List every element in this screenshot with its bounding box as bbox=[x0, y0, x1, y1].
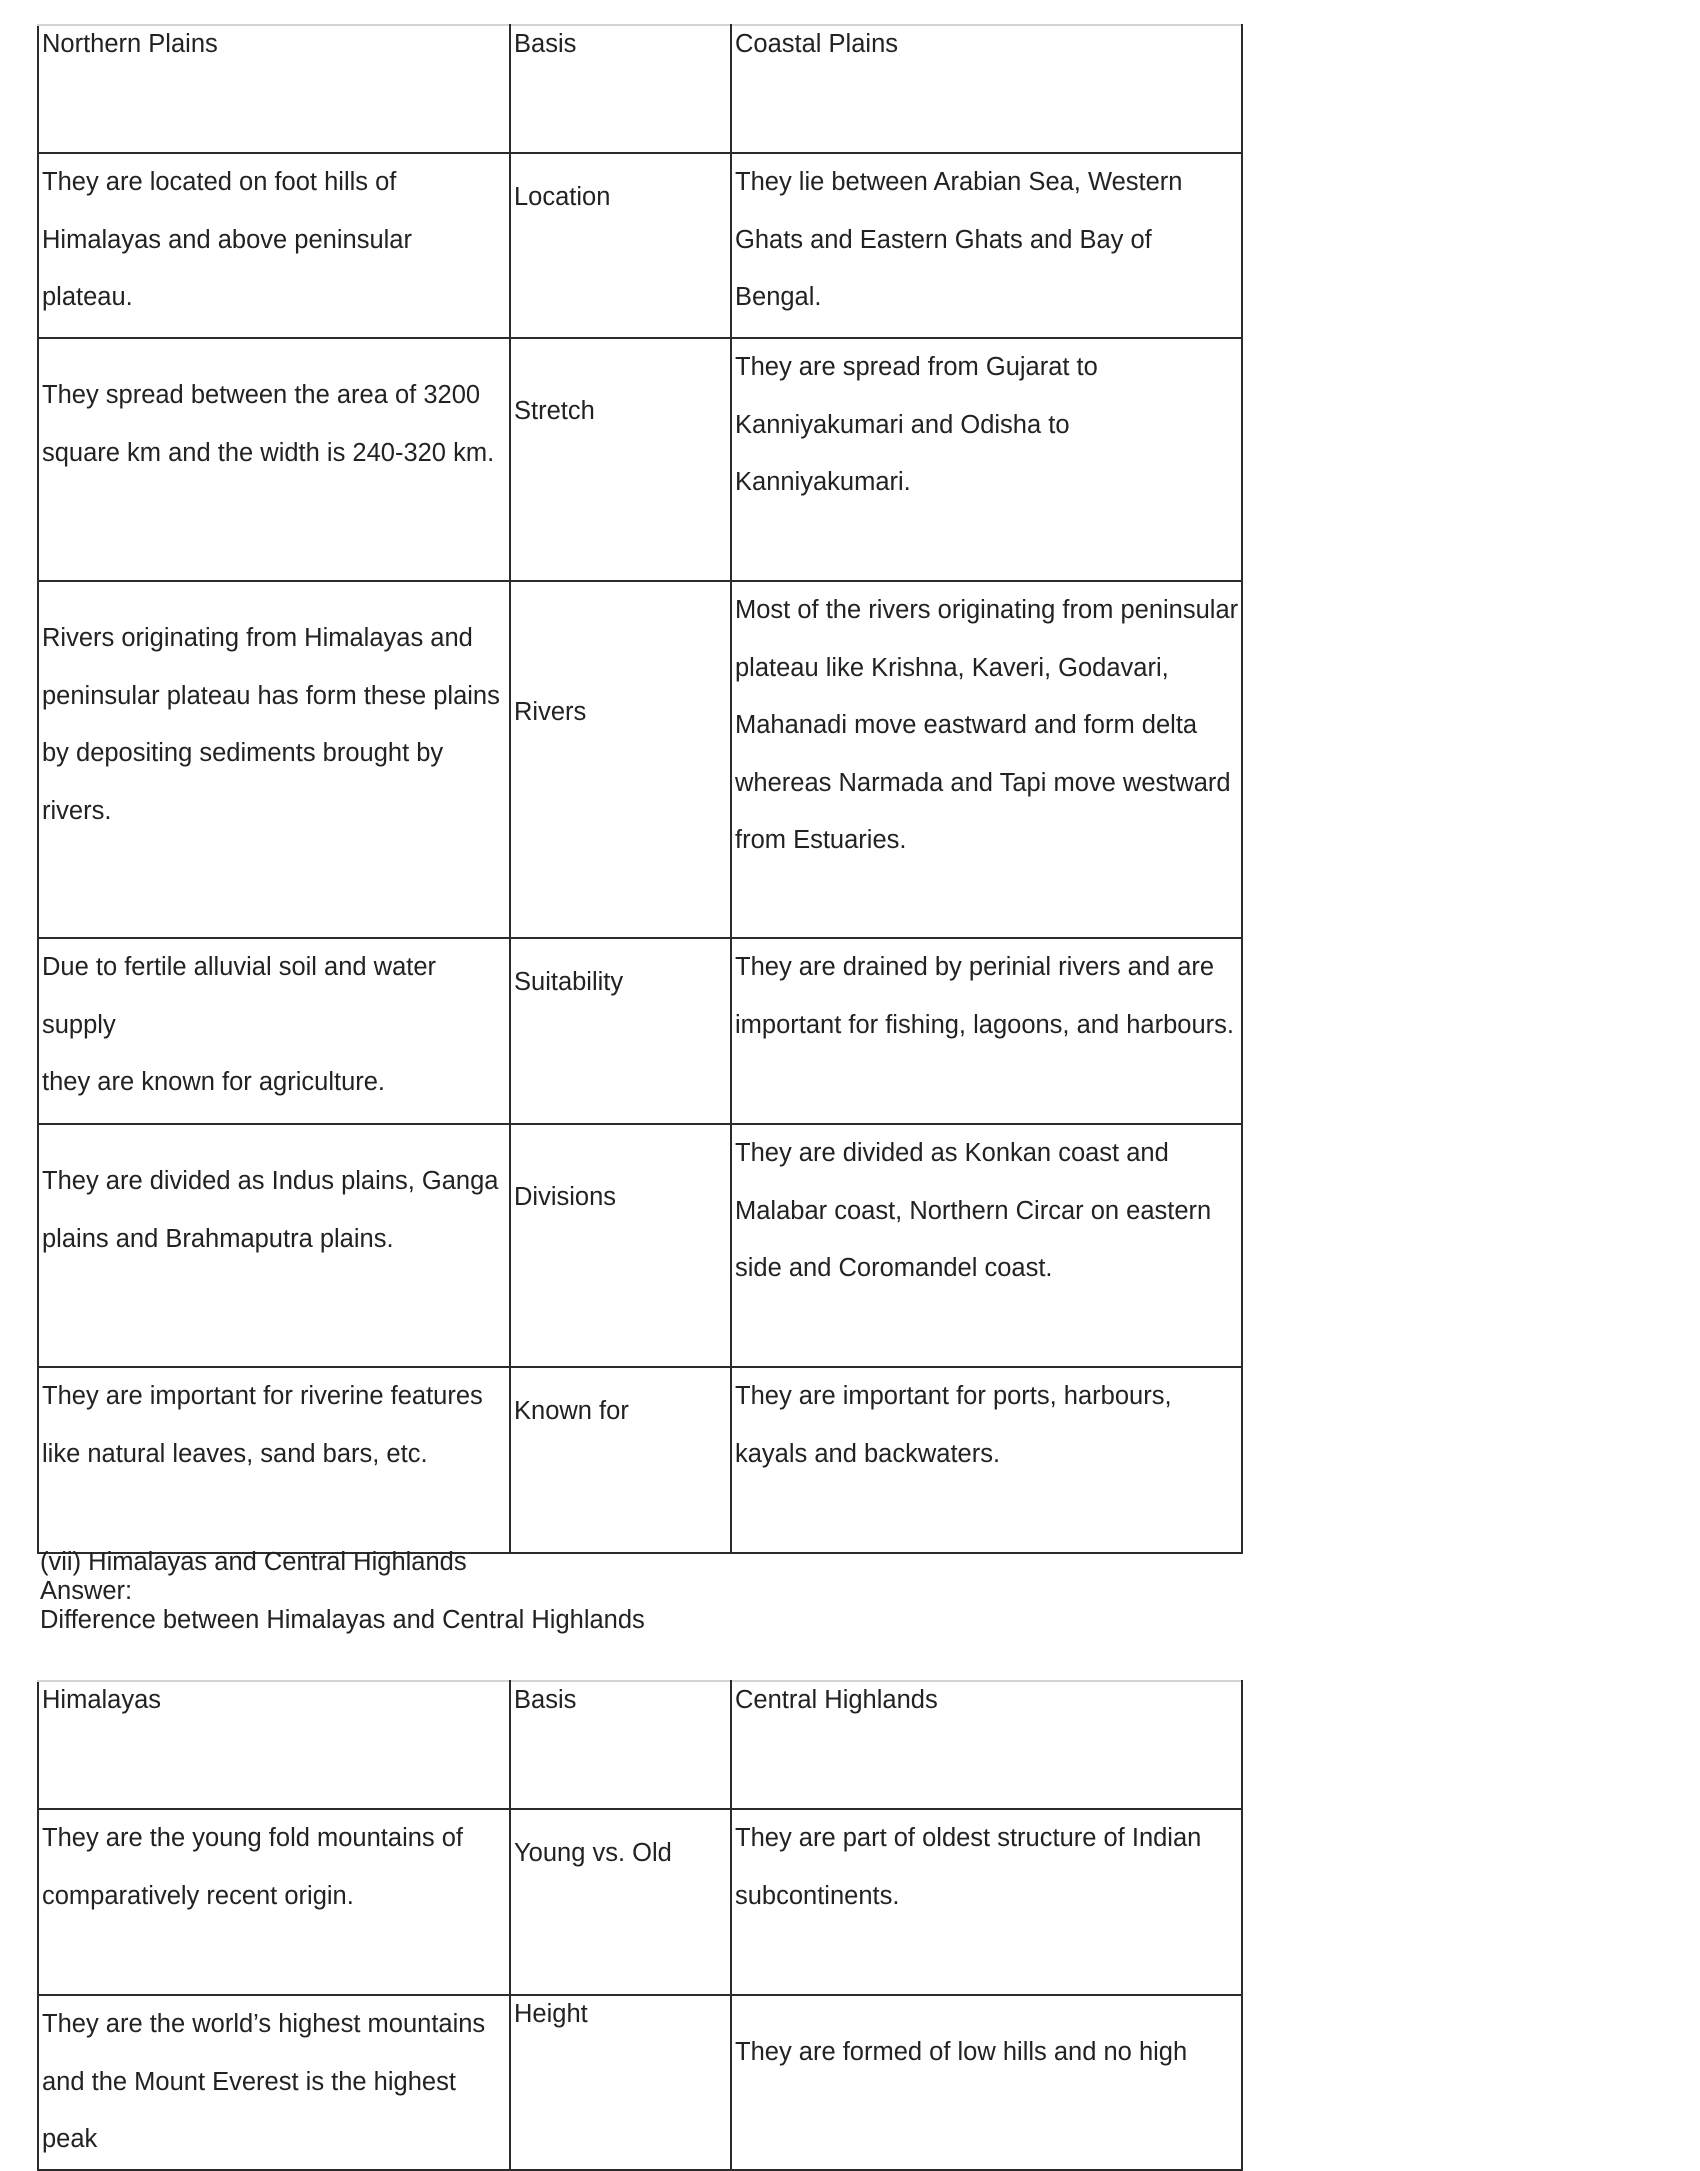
cell-northern: They are located on foot hills of Himalayas and above peninsular plateau. bbox=[38, 153, 510, 338]
table-row bbox=[38, 938, 1242, 1124]
table-row bbox=[38, 1995, 1242, 2170]
cell-central-highlands: They are formed of low hills and no high bbox=[731, 1995, 1242, 2170]
cell-himalayas: They are the young fold mountains of comparatively recent origin. bbox=[38, 1809, 510, 1995]
cell-coastal: They are important for ports, harbours, kayals and backwaters. bbox=[731, 1367, 1242, 1553]
cell-basis: Divisions bbox=[510, 1124, 731, 1367]
cell-basis: Suitability bbox=[510, 938, 731, 1124]
cell-basis: Stretch bbox=[510, 338, 731, 581]
question-heading: (vii) Himalayas and Central Highlands bbox=[40, 1548, 467, 1576]
cell-coastal: They lie between Arabian Sea, Western Ghats and Eastern Ghats and Bay of Bengal. bbox=[731, 153, 1242, 338]
himalayas-vs-central-highlands-table bbox=[37, 1680, 1243, 2171]
table-row bbox=[38, 1809, 1242, 1995]
cell-northern: Due to fertile alluvial soil and water supply they are known for agriculture. bbox=[38, 938, 510, 1124]
cell-northern: They are divided as Indus plains, Ganga plains and Brahmaputra plains. bbox=[38, 1124, 510, 1367]
header-central-highlands: Central Highlands bbox=[731, 1681, 1242, 1809]
cell-coastal: They are divided as Konkan coast and Malabar coast, Northern Circar on eastern side and Coromandel coast. bbox=[731, 1124, 1242, 1367]
table-header-row bbox=[38, 25, 1242, 153]
table-row bbox=[38, 1124, 1242, 1367]
northern-vs-coastal-plains-table bbox=[37, 24, 1243, 1554]
header-basis: Basis bbox=[510, 25, 731, 153]
header-himalayas: Himalayas bbox=[38, 1681, 510, 1809]
table-header-row bbox=[38, 1681, 1242, 1809]
cell-himalayas: They are the world’s highest mountains and the Mount Everest is the highest peak bbox=[38, 1995, 510, 2170]
cell-northern: They spread between the area of 3200 square km and the width is 240-320 km. bbox=[38, 338, 510, 581]
cell-northern: Rivers originating from Himalayas and peninsular plateau has form these plains by depositing sediments brought by rivers. bbox=[38, 581, 510, 938]
header-northern-plains: Northern Plains bbox=[38, 25, 510, 153]
cell-coastal: They are spread from Gujarat to Kanniyakumari and Odisha to Kanniyakumari. bbox=[731, 338, 1242, 581]
answer-label: Answer: bbox=[40, 1577, 133, 1605]
cell-basis: Young vs. Old bbox=[510, 1809, 731, 1995]
table-row bbox=[38, 153, 1242, 338]
header-basis: Basis bbox=[510, 1681, 731, 1809]
table-row bbox=[38, 338, 1242, 581]
header-coastal-plains: Coastal Plains bbox=[731, 25, 1242, 153]
cell-coastal: They are drained by perinial rivers and are important for fishing, lagoons, and harbours. bbox=[731, 938, 1242, 1124]
table-row bbox=[38, 581, 1242, 938]
cell-basis: Known for bbox=[510, 1367, 731, 1553]
answer-subtitle: Difference between Himalayas and Central Highlands bbox=[40, 1606, 645, 1634]
cell-central-highlands: They are part of oldest structure of Indian subcontinents. bbox=[731, 1809, 1242, 1995]
cell-basis: Location bbox=[510, 153, 731, 338]
question-block bbox=[40, 1548, 645, 1635]
cell-basis: Height bbox=[510, 1995, 731, 2170]
table-row bbox=[38, 1367, 1242, 1553]
cell-northern: They are important for riverine features like natural leaves, sand bars, etc. bbox=[38, 1367, 510, 1553]
cell-basis: Rivers bbox=[510, 581, 731, 938]
cell-coastal: Most of the rivers originating from peninsular plateau like Krishna, Kaveri, Godavari, Mahanadi move eastward and form delta whereas Narmada and Tapi move westward from Estuaries. bbox=[731, 581, 1242, 938]
